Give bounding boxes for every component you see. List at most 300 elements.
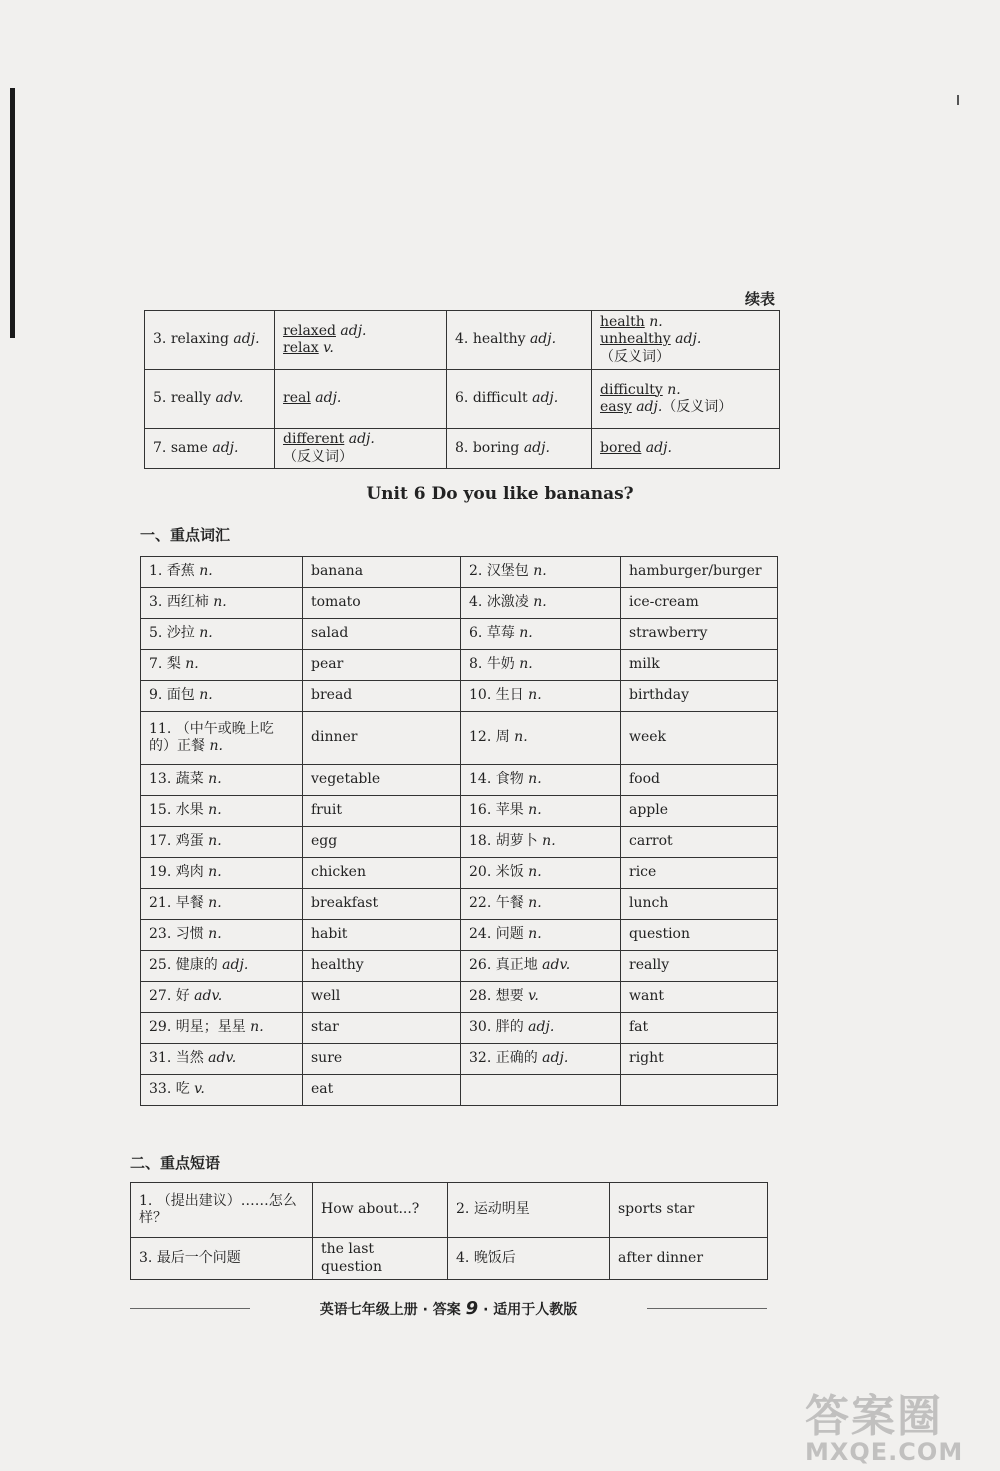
phrase-chinese-cell-right xyxy=(448,1238,610,1280)
english-cell-right xyxy=(621,650,778,681)
item-number: 17. xyxy=(149,833,172,850)
chinese-word: 面包 xyxy=(166,687,195,704)
item-number: 24. xyxy=(469,926,492,943)
table-row xyxy=(141,619,778,650)
english-cell-left xyxy=(303,681,461,712)
section-heading-vocab: 一、重点词汇 xyxy=(140,526,231,544)
word-cell-right xyxy=(447,311,592,370)
chinese-word: 问题 xyxy=(495,926,524,943)
item-number: 12. xyxy=(469,729,492,746)
item-number: 28. xyxy=(469,988,492,1005)
phrase-chinese-cell-right xyxy=(448,1183,610,1238)
chinese-cell-right xyxy=(461,712,621,765)
chinese-word: 食物 xyxy=(495,771,524,788)
item-number: 19. xyxy=(149,864,172,881)
answer-word: easy xyxy=(600,399,632,415)
english-cell-left xyxy=(303,982,461,1013)
table-row xyxy=(141,681,778,712)
item-number: 3. xyxy=(153,331,167,348)
chinese-word: 牛奶 xyxy=(486,656,515,673)
chinese-word: 鸡肉 xyxy=(175,864,204,881)
part-of-speech: n. xyxy=(199,687,213,704)
chinese-cell-left xyxy=(141,1075,303,1106)
continued-table xyxy=(144,310,780,469)
chinese-word: 当然 xyxy=(175,1050,204,1067)
english-cell-left xyxy=(303,712,461,765)
chinese-phrase: （提出建议）……怎么样？ xyxy=(139,1192,297,1226)
part-of-speech: n. xyxy=(199,563,213,580)
phrase-chinese-cell-left xyxy=(131,1238,313,1280)
chinese-word: 西红柿 xyxy=(166,594,209,611)
answer-word: unhealthy xyxy=(600,331,671,348)
answer-pos: adj. xyxy=(675,331,702,348)
item-number: 33. xyxy=(149,1081,172,1098)
english-word: question xyxy=(629,926,690,943)
english-word: hamburger/burger xyxy=(629,563,762,580)
answer-pos: adj. xyxy=(645,439,672,456)
english-word: birthday xyxy=(629,687,689,704)
chinese-phrase: 运动明星 xyxy=(473,1201,530,1218)
part-of-speech: adj. xyxy=(529,331,557,348)
english-word: fat xyxy=(629,1019,649,1036)
english-word: want xyxy=(629,988,664,1005)
english-cell-right xyxy=(621,920,778,951)
english-word: bread xyxy=(311,687,353,704)
phrase-english-cell-left xyxy=(313,1183,448,1238)
answer-pos: adj. xyxy=(340,322,367,339)
answer-cell-right xyxy=(592,311,780,370)
chinese-word: 梨 xyxy=(166,656,181,673)
item-number: 23. xyxy=(149,926,172,943)
part-of-speech: n. xyxy=(519,656,533,673)
table-row xyxy=(141,588,778,619)
table-row xyxy=(131,1183,768,1238)
item-number: 3. xyxy=(139,1249,153,1266)
phrase-chinese-cell-left xyxy=(131,1183,313,1238)
english-cell-left xyxy=(303,619,461,650)
part-of-speech: n. xyxy=(519,625,533,642)
part-of-speech: adv. xyxy=(208,1050,237,1067)
chinese-cell-right xyxy=(461,619,621,650)
english-cell-left xyxy=(303,557,461,588)
footer-answer: 答案 xyxy=(432,1302,461,1318)
chinese-cell-left xyxy=(141,1044,303,1075)
chinese-word: 香蕉 xyxy=(166,563,195,580)
english-cell-left xyxy=(303,765,461,796)
chinese-word: 苹果 xyxy=(495,802,524,819)
item-number: 4. xyxy=(455,331,469,348)
part-of-speech: n. xyxy=(542,833,556,850)
chinese-cell-left xyxy=(141,889,303,920)
item-number: 11. xyxy=(149,720,172,737)
chinese-cell-right xyxy=(461,951,621,982)
item-number: 13. xyxy=(149,771,172,788)
item-number: 1. xyxy=(139,1192,153,1209)
answer-word: difficulty xyxy=(600,381,663,398)
english-word: ice-cream xyxy=(629,594,699,611)
english-cell-left xyxy=(303,889,461,920)
english-word: dinner xyxy=(311,729,358,746)
item-number: 31. xyxy=(149,1050,172,1067)
part-of-speech: n. xyxy=(528,895,542,912)
part-of-speech: adj. xyxy=(222,957,249,974)
word-cell-left xyxy=(145,370,275,429)
english-cell-right xyxy=(621,588,778,619)
chinese-word: 想要 xyxy=(495,988,524,1005)
page-footer xyxy=(130,1298,767,1318)
chinese-cell-left xyxy=(141,951,303,982)
item-number: 3. xyxy=(149,594,163,611)
part-of-speech: n. xyxy=(199,625,213,642)
answer-line xyxy=(600,440,771,458)
english-word: right xyxy=(629,1050,664,1067)
english-word: egg xyxy=(311,833,338,850)
chinese-cell-right xyxy=(461,1075,621,1106)
english-word: food xyxy=(629,771,661,788)
part-of-speech: adv. xyxy=(194,988,223,1005)
item-number: 6. xyxy=(455,390,469,407)
chinese-cell-left xyxy=(141,1013,303,1044)
english-cell-right xyxy=(621,1013,778,1044)
page-number: 9 xyxy=(465,1298,479,1319)
word: boring xyxy=(472,439,520,456)
answer-note: （反义词） xyxy=(662,399,733,415)
english-word: sure xyxy=(311,1050,343,1067)
table-row xyxy=(141,1075,778,1106)
chinese-word: （中午或晚上吃的）正餐 xyxy=(149,720,274,754)
chinese-cell-left xyxy=(141,858,303,889)
answer-pos: v. xyxy=(323,340,334,356)
chinese-phrase: 最后一个问题 xyxy=(156,1249,241,1266)
chinese-word: 汉堡包 xyxy=(486,563,529,580)
chinese-word: 好 xyxy=(175,988,190,1005)
chinese-cell-right xyxy=(461,765,621,796)
part-of-speech: adj. xyxy=(532,390,559,407)
table-row xyxy=(141,712,778,765)
part-of-speech: n. xyxy=(208,926,222,943)
part-of-speech: n. xyxy=(528,771,542,788)
answer-line xyxy=(600,314,771,332)
answer-line xyxy=(283,340,438,358)
chinese-cell-right xyxy=(461,920,621,951)
phrase-english-cell-right xyxy=(610,1238,768,1280)
chinese-cell-left xyxy=(141,588,303,619)
answer-word: relax xyxy=(283,340,319,356)
table-row xyxy=(145,429,780,469)
answer-pos: n. xyxy=(649,313,663,330)
answer-word: real xyxy=(283,390,311,407)
english-word: well xyxy=(311,988,341,1005)
english-cell-left xyxy=(303,1044,461,1075)
english-word: really xyxy=(629,957,670,974)
chinese-cell-right xyxy=(461,1044,621,1075)
item-number: 25. xyxy=(149,957,172,974)
table-row xyxy=(141,858,778,889)
english-word: rice xyxy=(629,864,657,881)
item-number: 4. xyxy=(456,1249,470,1266)
english-cell-left xyxy=(303,920,461,951)
answer-line xyxy=(283,431,438,466)
chinese-cell-right xyxy=(461,827,621,858)
part-of-speech: n. xyxy=(528,864,542,881)
chinese-cell-left xyxy=(141,765,303,796)
chinese-cell-right xyxy=(461,588,621,619)
word: relaxing xyxy=(170,331,229,348)
answer-line xyxy=(600,399,771,417)
english-cell-right xyxy=(621,1075,778,1106)
table-row xyxy=(141,557,778,588)
chinese-cell-left xyxy=(141,982,303,1013)
item-number: 9. xyxy=(149,687,163,704)
english-cell-left xyxy=(303,588,461,619)
word-cell-left xyxy=(145,311,275,370)
english-cell-right xyxy=(621,712,778,765)
chinese-word: 沙拉 xyxy=(166,625,195,642)
english-cell-right xyxy=(621,765,778,796)
item-number: 2. xyxy=(469,563,483,580)
chinese-cell-left xyxy=(141,712,303,765)
answer-pos: n. xyxy=(667,381,681,398)
english-word: pear xyxy=(311,656,344,673)
answer-line xyxy=(283,323,438,341)
chinese-word: 习惯 xyxy=(175,926,204,943)
chinese-word: 生日 xyxy=(495,687,524,704)
part-of-speech: n. xyxy=(185,656,199,673)
english-cell-left xyxy=(303,951,461,982)
item-number: 6. xyxy=(469,625,483,642)
item-number: 2. xyxy=(456,1201,470,1218)
english-phrase: the last question xyxy=(321,1241,382,1275)
word: difficult xyxy=(472,390,528,407)
chinese-word: 正确的 xyxy=(495,1050,538,1067)
answer-cell-right xyxy=(592,370,780,429)
answer-word: health xyxy=(600,313,645,330)
chinese-word: 水果 xyxy=(175,802,204,819)
part-of-speech: n. xyxy=(528,802,542,819)
item-number: 10. xyxy=(469,687,492,704)
part-of-speech: adj. xyxy=(528,1019,555,1036)
item-number: 5. xyxy=(153,390,167,407)
word: really xyxy=(170,390,212,407)
part-of-speech: adv. xyxy=(215,390,244,407)
chinese-cell-left xyxy=(141,619,303,650)
english-word: fruit xyxy=(311,802,342,819)
page-edge-bar xyxy=(10,88,15,338)
word: same xyxy=(170,439,208,456)
english-word: vegetable xyxy=(311,771,381,788)
vocab-table xyxy=(140,556,778,1106)
item-number: 22. xyxy=(469,895,492,912)
watermark-logo xyxy=(805,1380,985,1465)
table-row xyxy=(141,650,778,681)
english-word: breakfast xyxy=(311,895,379,912)
watermark-logo-text: 答案圈 xyxy=(805,1391,943,1442)
english-word: strawberry xyxy=(629,625,708,642)
english-word: milk xyxy=(629,656,660,673)
chinese-cell-left xyxy=(141,796,303,827)
answer-cell-left xyxy=(275,370,447,429)
chinese-word: 鸡蛋 xyxy=(175,833,204,850)
english-cell-right xyxy=(621,858,778,889)
chinese-cell-left xyxy=(141,827,303,858)
chinese-word: 米饭 xyxy=(495,864,524,881)
chinese-cell-right xyxy=(461,889,621,920)
chinese-word: 明星；星星 xyxy=(175,1019,246,1036)
item-number: 8. xyxy=(469,656,483,673)
chinese-cell-left xyxy=(141,920,303,951)
english-cell-right xyxy=(621,619,778,650)
chinese-cell-right xyxy=(461,681,621,712)
english-phrase: sports star xyxy=(618,1201,695,1218)
item-number: 21. xyxy=(149,895,172,912)
chinese-word: 草莓 xyxy=(486,625,515,642)
part-of-speech: n. xyxy=(514,729,528,746)
english-cell-left xyxy=(303,858,461,889)
item-number: 18. xyxy=(469,833,492,850)
chinese-word: 真正地 xyxy=(495,957,538,974)
table-row xyxy=(141,982,778,1013)
english-word: lunch xyxy=(629,895,669,912)
answer-cell-right xyxy=(592,429,780,469)
english-cell-right xyxy=(621,1044,778,1075)
english-word: chicken xyxy=(311,864,366,881)
english-cell-right xyxy=(621,889,778,920)
item-number: 4. xyxy=(469,594,483,611)
word-cell-right xyxy=(447,370,592,429)
chinese-cell-right xyxy=(461,557,621,588)
item-number: 14. xyxy=(469,771,492,788)
english-word: apple xyxy=(629,802,669,819)
table-row xyxy=(141,765,778,796)
english-word: banana xyxy=(311,563,364,580)
page-edge-tick xyxy=(957,95,959,105)
item-number: 32. xyxy=(469,1050,492,1067)
item-number: 7. xyxy=(149,656,163,673)
english-word: star xyxy=(311,1019,339,1036)
item-number: 20. xyxy=(469,864,492,881)
english-cell-left xyxy=(303,1075,461,1106)
chinese-cell-right xyxy=(461,1013,621,1044)
word-cell-right xyxy=(447,429,592,469)
answer-note: （反义词） xyxy=(283,448,353,465)
chinese-cell-left xyxy=(141,650,303,681)
table-row xyxy=(141,796,778,827)
part-of-speech: adj. xyxy=(523,439,550,456)
part-of-speech: v. xyxy=(528,988,539,1005)
english-word: healthy xyxy=(311,957,364,974)
footer-text: 英语七年级上册 · 答案 9 · 适用于人教版 xyxy=(319,1298,578,1319)
part-of-speech: n. xyxy=(208,833,222,850)
table-row xyxy=(145,311,780,370)
part-of-speech: n. xyxy=(208,802,222,819)
item-number: 7. xyxy=(153,439,167,456)
table-row xyxy=(145,370,780,429)
chinese-cell-left xyxy=(141,557,303,588)
item-number: 27. xyxy=(149,988,172,1005)
answer-pos: adj. xyxy=(315,390,342,407)
part-of-speech: n. xyxy=(533,594,547,611)
chinese-word: 吃 xyxy=(175,1081,190,1098)
english-cell-left xyxy=(303,827,461,858)
chinese-cell-right xyxy=(461,650,621,681)
table-row xyxy=(131,1238,768,1280)
answer-note: （反义词） xyxy=(600,348,670,365)
item-number: 5. xyxy=(149,625,163,642)
english-cell-right xyxy=(621,681,778,712)
item-number: 1. xyxy=(149,563,163,580)
answer-word: relaxed xyxy=(283,322,336,339)
answer-pos: adj. xyxy=(348,431,375,447)
chinese-cell-right xyxy=(461,858,621,889)
answer-word: different xyxy=(283,431,345,447)
chinese-word: 胖的 xyxy=(495,1019,524,1036)
chinese-word: 健康的 xyxy=(175,957,218,974)
chinese-cell-right xyxy=(461,982,621,1013)
english-cell-left xyxy=(303,1013,461,1044)
part-of-speech: adv. xyxy=(542,957,571,974)
answer-cell-left xyxy=(275,311,447,370)
english-word: salad xyxy=(311,625,349,642)
english-phrase: after dinner xyxy=(618,1249,704,1266)
chinese-word: 午餐 xyxy=(495,895,524,912)
item-number: 29. xyxy=(149,1019,172,1036)
watermark-url: MXQE.COM xyxy=(805,1438,964,1466)
chinese-word: 冰激凌 xyxy=(486,594,529,611)
phrase-table xyxy=(130,1182,768,1280)
word-cell-left xyxy=(145,429,275,469)
english-cell-right xyxy=(621,796,778,827)
section-heading-phrases: 二、重点短语 xyxy=(130,1154,221,1172)
part-of-speech: v. xyxy=(194,1081,205,1098)
english-cell-right xyxy=(621,982,778,1013)
table-row xyxy=(141,951,778,982)
english-word: habit xyxy=(311,926,348,943)
phrase-english-cell-right xyxy=(610,1183,768,1238)
part-of-speech: n. xyxy=(250,1019,264,1036)
english-cell-left xyxy=(303,650,461,681)
answer-cell-left xyxy=(275,429,447,469)
chinese-cell-left xyxy=(141,681,303,712)
item-number: 30. xyxy=(469,1019,492,1036)
chinese-phrase: 晚饭后 xyxy=(473,1249,516,1266)
answer-pos: adj. xyxy=(636,399,663,415)
english-word: carrot xyxy=(629,833,673,850)
english-word: week xyxy=(629,729,667,746)
part-of-speech: n. xyxy=(208,864,222,881)
chinese-word: 胡萝卜 xyxy=(495,833,538,850)
unit-title: Unit 6 Do you like bananas? xyxy=(366,484,634,504)
item-number: 8. xyxy=(455,439,469,456)
english-phrase: How about...? xyxy=(321,1201,420,1218)
part-of-speech: adj. xyxy=(212,439,239,456)
english-cell-right xyxy=(621,827,778,858)
item-number: 15. xyxy=(149,802,172,819)
table-row xyxy=(141,827,778,858)
part-of-speech: adj. xyxy=(542,1050,569,1067)
word: healthy xyxy=(472,331,526,348)
part-of-speech: n. xyxy=(208,771,222,788)
english-word: tomato xyxy=(311,594,361,611)
chinese-cell-right xyxy=(461,796,621,827)
table-row xyxy=(141,1044,778,1075)
answer-line xyxy=(283,390,438,408)
chinese-word: 周 xyxy=(495,729,510,746)
english-cell-right xyxy=(621,557,778,588)
part-of-speech: n. xyxy=(533,563,547,580)
table-row xyxy=(141,1013,778,1044)
item-number: 16. xyxy=(469,802,492,819)
footer-book: 英语七年级上册 xyxy=(319,1302,418,1318)
